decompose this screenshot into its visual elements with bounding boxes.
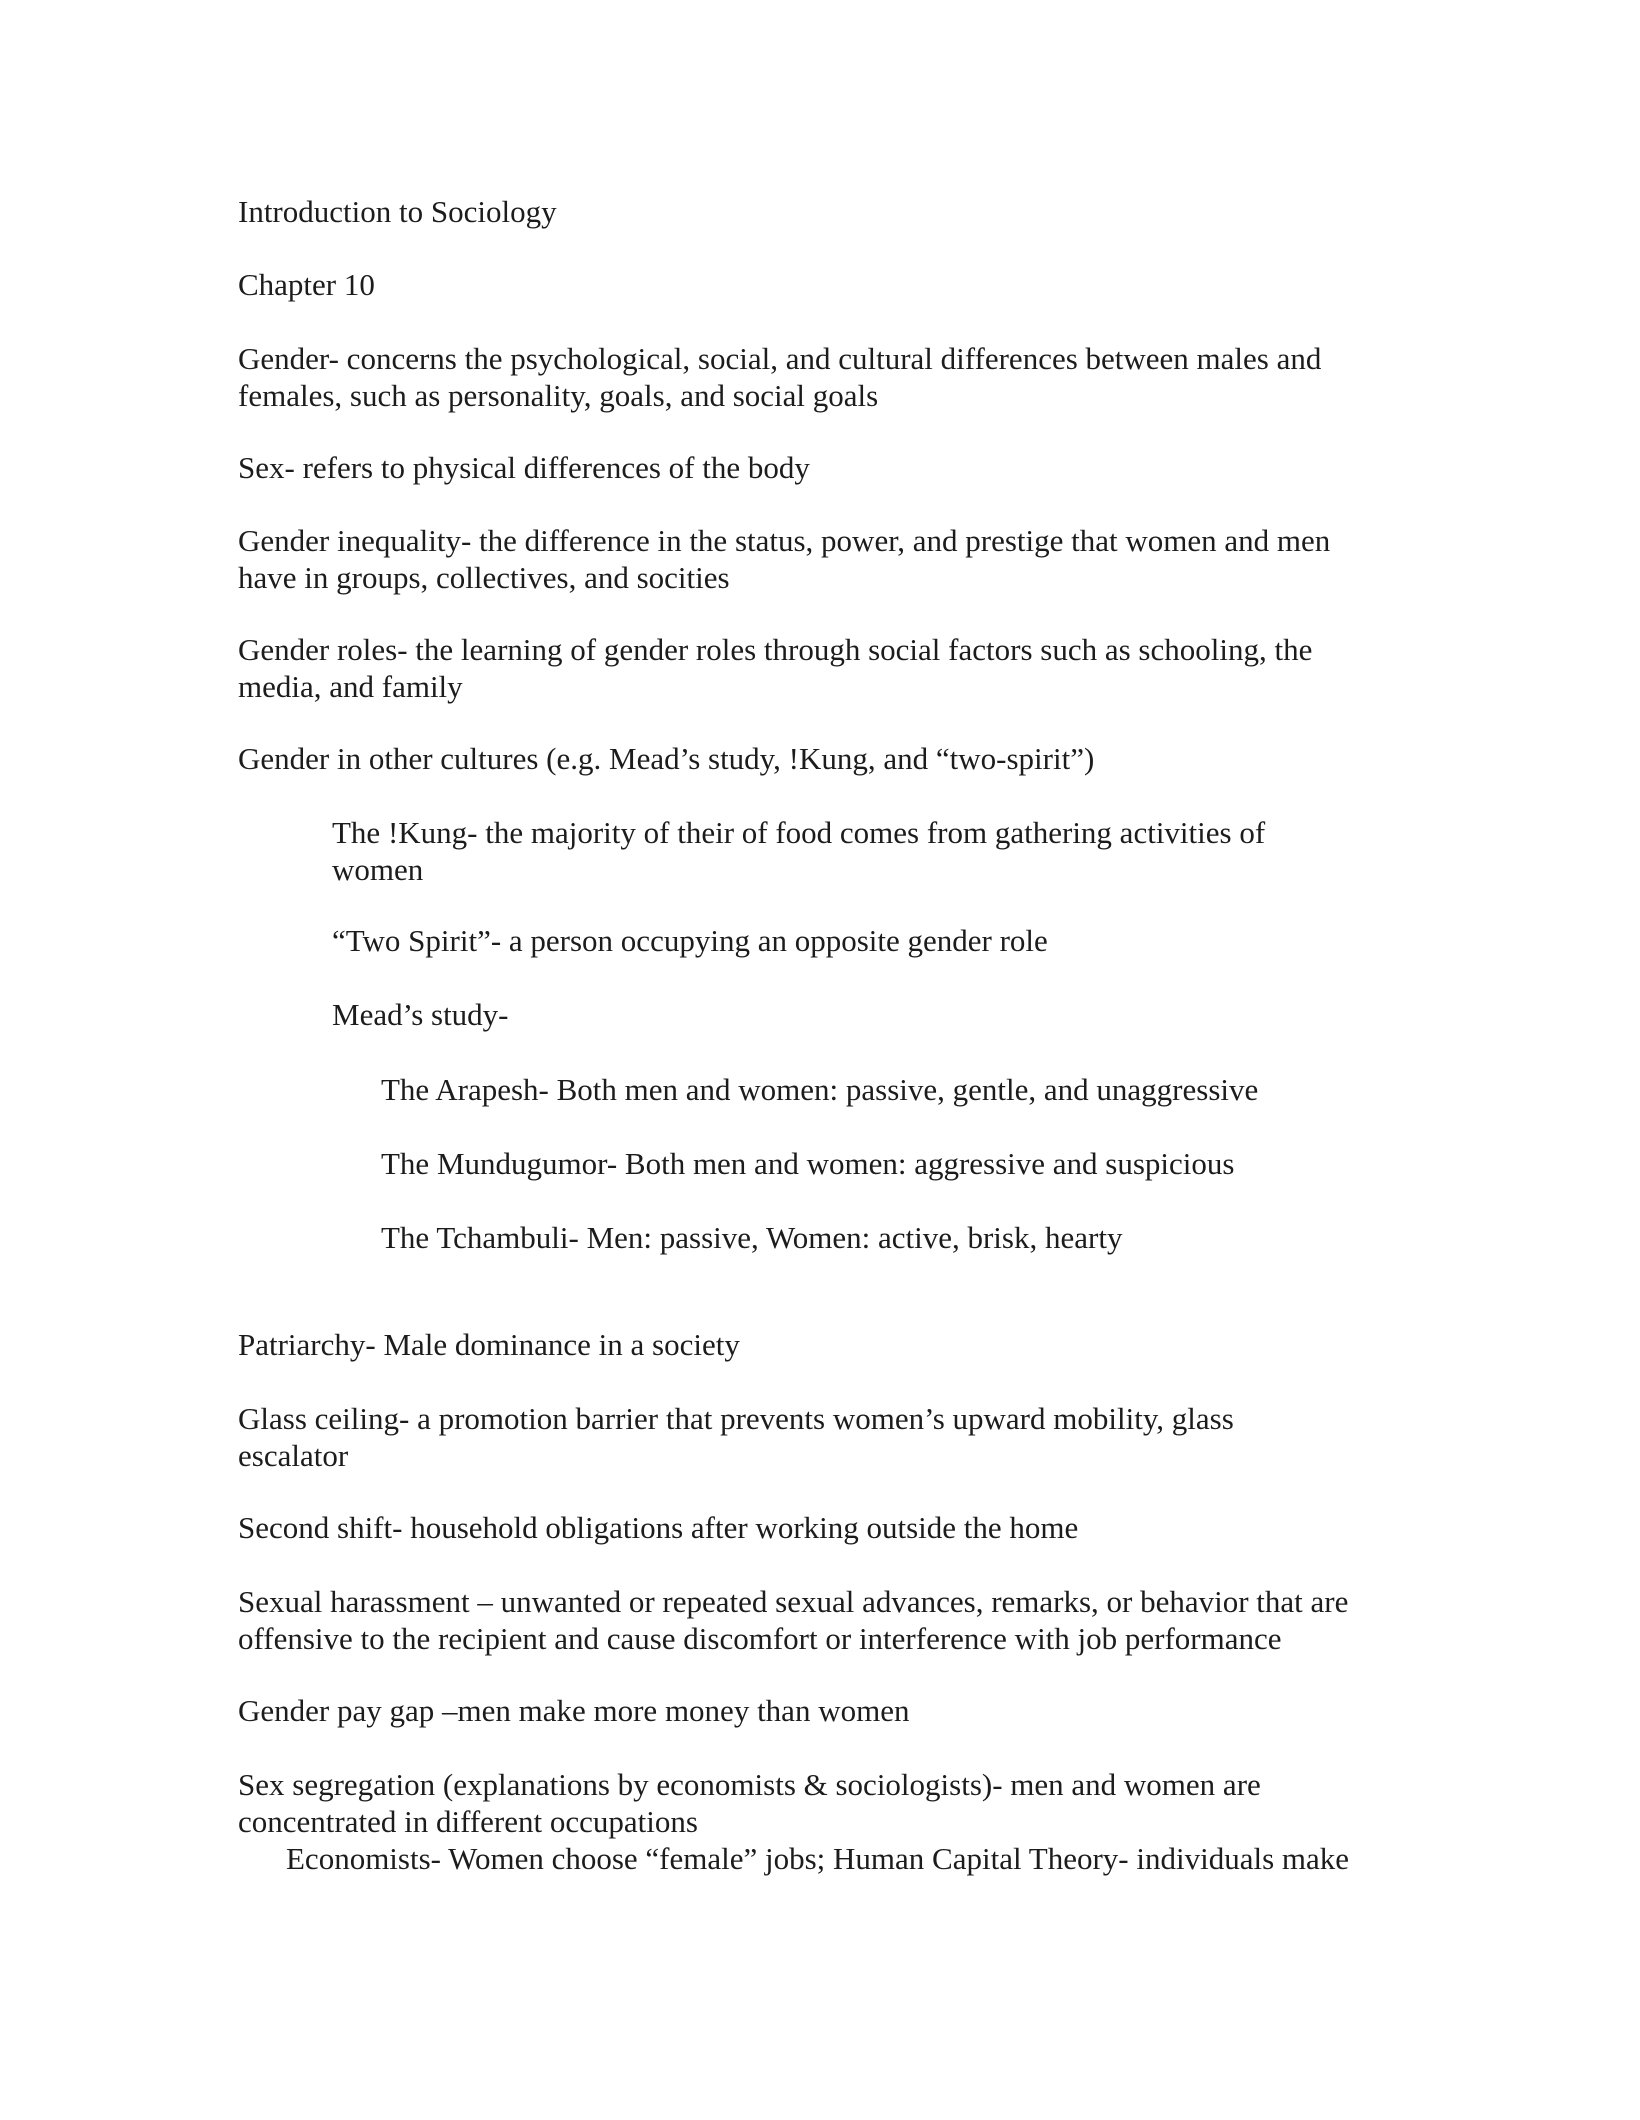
glass-ceiling-definition: Glass ceiling- a promotion barrier that prevents women’s upward mobility, glass escalator bbox=[238, 1401, 1234, 1473]
sex-definition: Sex- refers to physical differences of the body bbox=[238, 450, 810, 485]
gender-inequality-definition: Gender inequality- the difference in the status, power, and prestige that women and men have in groups, collectives, and socities bbox=[238, 523, 1331, 595]
arapesh-note: The Arapesh- Both men and women: passive, gentle, and unaggressive bbox=[381, 1072, 1259, 1107]
gender-other-cultures-heading: Gender in other cultures (e.g. Mead’s study, !Kung, and “two-spirit”) bbox=[238, 741, 1095, 776]
second-shift-definition: Second shift- household obligations after working outside the home bbox=[238, 1510, 1079, 1545]
patriarchy-definition: Patriarchy- Male dominance in a society bbox=[238, 1327, 740, 1362]
tchambuli-note: The Tchambuli- Men: passive, Women: active, brisk, hearty bbox=[381, 1220, 1123, 1255]
pay-gap-definition: Gender pay gap –men make more money than women bbox=[238, 1693, 910, 1728]
meads-study-heading: Mead’s study- bbox=[332, 997, 509, 1032]
two-spirit-note: “Two Spirit”- a person occupying an opposite gender role bbox=[332, 923, 1048, 958]
sex-segregation-definition: Sex segregation (explanations by economists & sociologists)- men and women are concentrated in different occupations bbox=[238, 1767, 1261, 1839]
economists-note: Economists- Women choose “female” jobs; Human Capital Theory- individuals make bbox=[286, 1841, 1350, 1876]
course-title: Introduction to Sociology bbox=[238, 194, 557, 229]
mundugumor-note: The Mundugumor- Both men and women: aggressive and suspicious bbox=[381, 1146, 1235, 1181]
gender-roles-definition: Gender roles- the learning of gender roles through social factors such as schooling, the media, and family bbox=[238, 632, 1313, 704]
kung-note: The !Kung- the majority of their of food comes from gathering activities of women bbox=[332, 815, 1266, 887]
sexual-harassment-definition: Sexual harassment – unwanted or repeated sexual advances, remarks, or behavior that are offensive to the recipient and cause discomfort or interference with job performance bbox=[238, 1584, 1349, 1656]
chapter-heading: Chapter 10 bbox=[238, 267, 375, 302]
gender-definition: Gender- concerns the psychological, social, and cultural differences between males and females, such as personality, goals, and social goals bbox=[238, 341, 1322, 413]
